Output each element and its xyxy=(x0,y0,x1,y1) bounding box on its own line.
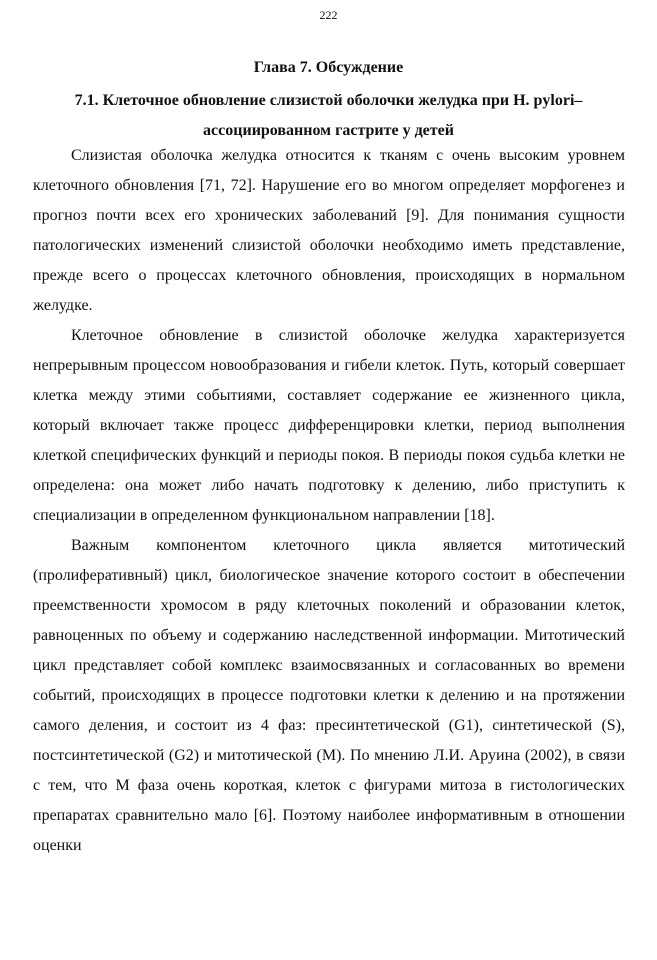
paragraph-3: Важным компонентом клеточного цикла является митотический (пролиферативный) цикл, биологическое значение которого состоит в обеспечении преемственности хромосом в ряду клеточных поколений и образовании клеток, равноценных по объему и содержанию наследственной информации. Митотический цикл представляет собой комплекс взаимосвязанных и согласованных во времени событий, происходящих в процессе подготовки клетки к делению и на протяжении самого деления, и состоит из 4 фаз: пресинтетической (G1), синтетической (S), постсинтетической (G2) и митотической (M). По мнению Л.И. Аруина (2002), в связи с тем, что М фаза очень короткая, клеток с фигурами митоза в гистологических препаратах сравнительно мало [6]. Поэтому наиболее информативным в отношении оценки xyxy=(33,537,625,854)
paragraph-1: Слизистая оболочка желудка относится к тканям с очень высоким уровнем клеточного обновления [71, 72]. Нарушение его во многом определяет морфогенез и прогноз почти всех его хронических заболеваний [9]. Для понимания сущности патологических изменений слизистой оболочки необходимо иметь представление, прежде всего о процессах клеточного обновления, происходящих в нормальном желудке. xyxy=(33,147,625,314)
page-number: 222 xyxy=(319,8,338,22)
paragraph-2: Клеточное обновление в слизистой оболочке желудка характеризуется непрерывным процессом новообразования и гибели клеток. Путь, который совершает клетка между этими событиями, составляет содержание ее жизненного цикла, который включает также процесс дифференцировки клетки, период выполнения клеткой специфических функций и периоды покоя. В периоды покоя судьба клетки не определена: она может либо начать подготовку к делению, либо приступить к специализации в определенном функциональном направлении [18]. xyxy=(33,327,625,524)
section-title: 7.1. Клеточное обновление слизистой оболочки желудка при H. pylori–ассоциированном гастрите у детей xyxy=(74,92,583,139)
body-text xyxy=(33,141,625,861)
chapter-title: Глава 7. Обсуждение xyxy=(253,59,404,76)
